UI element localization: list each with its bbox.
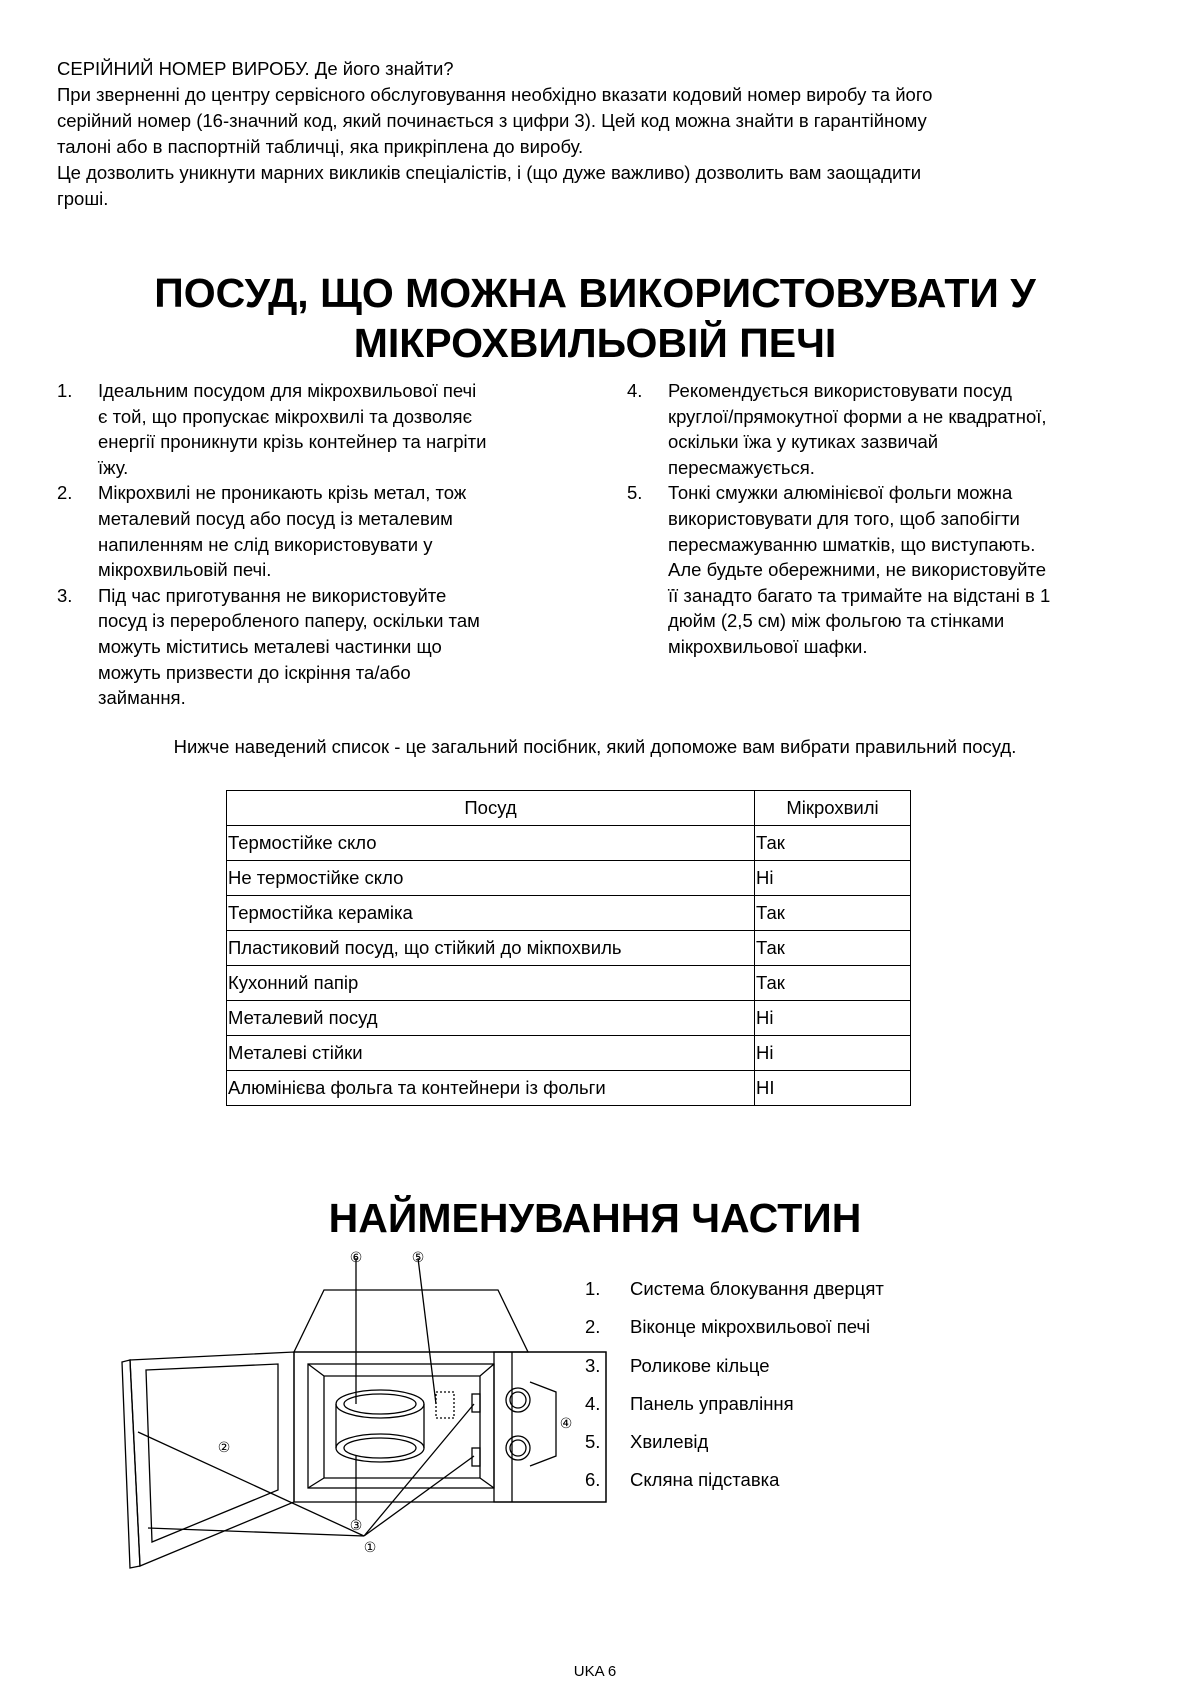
item-number: 5. [585,1431,601,1453]
table-header-row [227,791,911,826]
serial-number-title: СЕРІЙНИЙ НОМЕР ВИРОБУ. Де його знайти? [57,58,454,79]
text-line: є той, що пропускає мікрохвилі та дозволяє [98,405,473,427]
table-cell: Ні [755,1036,911,1071]
item-number: 1. [57,380,73,401]
text-line: Це дозволить уникнути марних викликів спеціалістів, і (що дуже важливо) дозволить вам заощадити [57,162,922,183]
list-item [585,1429,884,1467]
table-cell: Термостійка кераміка [227,896,755,931]
diagram-label-6: ⑥ [349,1250,363,1266]
table-cell: Металеві стійки [227,1036,755,1071]
text-line: Ідеальним посудом для мікрохвильової печі [98,380,477,401]
item-number: 5. [627,482,643,504]
list-item [57,480,597,582]
table-cell: Так [755,931,911,966]
cookware-heading [0,268,1190,368]
table-cell: Пластиковий посуд, що стійкий до мікпохвиль [227,931,755,966]
list-item [627,378,1137,480]
page-number: UKA 6 [573,1663,617,1680]
text-line: металевий посуд або посуд із металевим [98,507,453,529]
text-line: гроші. [57,188,109,209]
list-item [585,1467,884,1505]
item-number: 1. [585,1278,601,1299]
text-line: талоні або в паспортній табличці, яка прикріплена до виробу. [57,136,584,157]
part-label: Роликове кільце [630,1354,770,1376]
cookware-list-right [627,378,1137,660]
text-line: Мікрохвилі не проникають крізь метал, тож [98,482,467,504]
table-cell: НІ [755,1071,911,1106]
table-cell: Так [755,966,911,1001]
table-cell: Так [755,896,911,931]
text-line: напиленням не слід використовувати у [98,533,433,555]
text-line: займання. [98,687,186,709]
text-line: пересмажуванню шматків, що виступають. [668,533,1036,555]
part-label: Панель управління [630,1392,794,1414]
text-line: енергії проникнути крізь контейнер та нагріти [98,431,487,453]
item-number: 2. [57,482,73,504]
microwave-diagram [118,1250,573,1572]
parts-heading: НАЙМЕНУВАННЯ ЧАСТИН [328,1195,862,1241]
serial-number-note [57,160,1137,212]
door [130,1352,294,1566]
list-item [57,583,597,711]
table-row [227,966,911,1001]
text-line: Тонкі смужки алюмінієвої фольги можна [668,482,1013,504]
table-cell: Кухонний папір [227,966,755,1001]
text-line: оскільки їжа у кутиках зазвичай [668,431,939,453]
text-line: мікрохвильової шафки. [668,635,868,657]
table-row [227,1036,911,1071]
table-cell: Ні [755,861,911,896]
list-item [585,1353,884,1391]
part-label: Система блокування дверцят [630,1278,884,1299]
item-number: 4. [585,1392,601,1414]
table-row [227,1001,911,1036]
cabinet-top [294,1290,528,1352]
guide-note: Нижче наведений список - це загальний посібник, який допоможе вам вибрати правильний посуд. [173,736,1017,757]
table-cell: Термостійке скло [227,826,755,861]
text-line: Під час приготування не використовуйте [98,584,447,606]
heading-line: ПОСУД, ЩО МОЖНА ВИКОРИСТОВУВАТИ У [154,270,1036,316]
table-header-cookware: Посуд [227,791,755,826]
diagram-label-1: ① [363,1540,377,1556]
table-header-microwaves: Мікрохвилі [755,791,911,826]
item-number: 4. [627,380,643,401]
text-line: Але будьте обережними, не використовуйте [668,559,1047,581]
text-line: пересмажується. [668,456,815,478]
table-row [227,896,911,931]
serial-number-section [57,56,1137,212]
waveguide [436,1392,454,1418]
part-label: Скляна підставка [630,1469,780,1491]
cookware-list-left [57,378,597,711]
text-line: мікрохвильовій печі. [98,559,272,581]
text-line: посуд із переробленого паперу, оскільки там [98,610,480,632]
table-cell: Алюмінієва фольга та контейнери із фольги [227,1071,755,1106]
table-row [227,826,911,861]
cookware-table [226,790,911,1106]
part-label: Віконце мікрохвильової печі [630,1316,871,1338]
list-item [585,1276,884,1314]
table-cell: Металевий посуд [227,1001,755,1036]
table-row [227,861,911,896]
text-line: Рекомендується використовувати посуд [668,380,1012,401]
serial-number-paragraph [57,82,1137,160]
list-item [585,1391,884,1429]
list-item [57,378,597,480]
text-line: круглої/прямокутної форми а не квадратної, [668,405,1047,427]
text-line: дюйм (2,5 см) між фольгою та стінками [668,610,1005,632]
heading-line: МІКРОХВИЛЬОВІЙ ПЕЧІ [353,320,837,366]
text-line: можуть міститись металеві частинки що [98,635,442,657]
item-number: 2. [585,1316,601,1338]
table-cell: Ні [755,1001,911,1036]
list-item [585,1314,884,1352]
diagram-label-3: ③ [349,1518,363,1534]
text-line: При зверненні до центру сервісного обслуговування необхідно вказати кодовий номер виробу та його [57,84,933,105]
diagram-label-2: ② [217,1440,231,1456]
table-cell: Так [755,826,911,861]
item-number: 3. [57,584,73,606]
table-row [227,1071,911,1106]
item-number: 3. [585,1354,601,1376]
list-item [627,480,1137,659]
text-line: серійний номер (16-значний код, який починається з цифри 3). Цей код можна знайти в гарантійному [57,110,927,131]
table-cell: Не термостійке скло [227,861,755,896]
parts-list [585,1276,884,1506]
part-label: Хвилевід [630,1431,709,1453]
text-line: її занадто багато та тримайте на відстані в 1 [668,584,1051,606]
table-row [227,931,911,966]
diagram-label-4: ④ [559,1416,573,1432]
diagram-label-5: ⑤ [411,1250,425,1266]
text-line: можуть призвести до іскріння та/або [98,661,411,683]
latch-slot [472,1394,480,1412]
text-line: їжу. [98,456,129,478]
item-number: 6. [585,1469,601,1491]
text-line: використовувати для того, щоб запобігти [668,507,1020,529]
